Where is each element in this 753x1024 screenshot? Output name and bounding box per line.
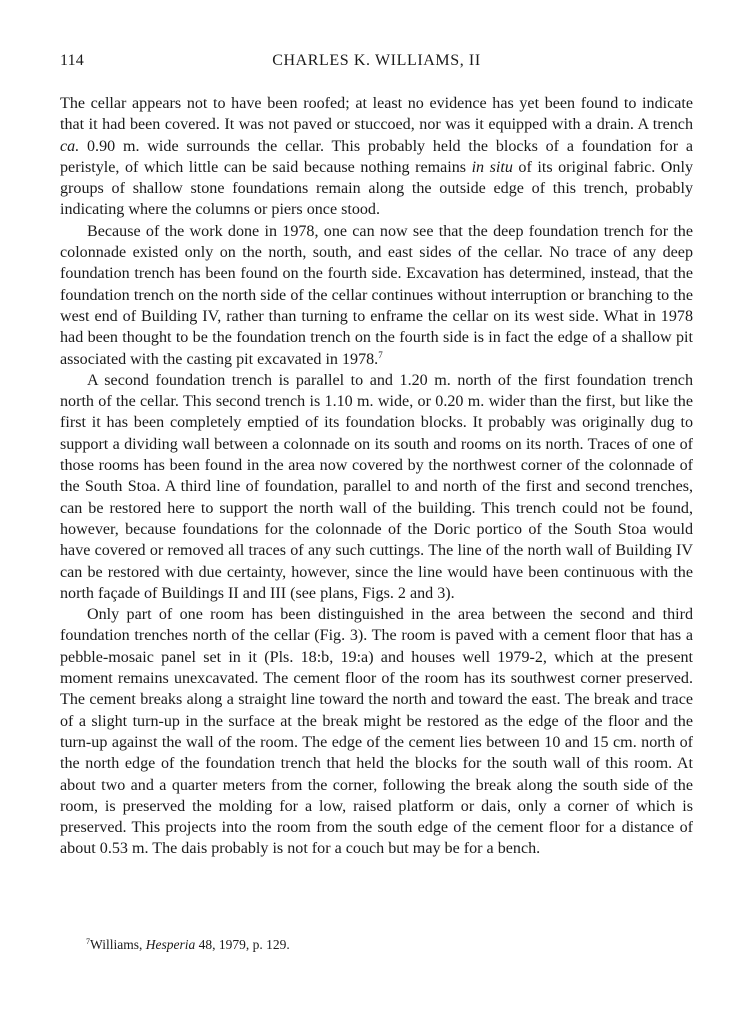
running-head: CHARLES K. WILLIAMS, II xyxy=(272,52,481,69)
text-run: Only part of one room has been distinguished in the area between the second and third foundation trenches north of the cellar (Fig. 3). The room is paved with a cement floor that has a pebble-mosaic panel set in it (Pls. 18:b, 19:a) and houses well 1979-2, which at the present moment remains unexcavated. The cement floor of the room has its southwest corner preserved. The cement breaks along a straight line toward the north and toward the east. The break and trace of a slight turn-up in the surface at the break might be restored as the edge of the floor and the turn-up against the wall of the room. The edge of the cement lies between 10 and 15 cm. north of the north edge of the foundation trench that held the blocks for the south wall of this room. At about two and a quarter meters from the corner, following the break along the south side of the room, is preserved the molding for a low, raised platform or dais, only a corner of which is preserved. This projects into the room from the south edge of the cement floor for a distance of about 0.53 m. The dais probably is not for a couch but may be for a bench. xyxy=(60,606,693,858)
body-text xyxy=(60,93,693,860)
page-header xyxy=(60,52,693,72)
text-run: The cellar appears not to have been roofed; at least no evidence has yet been found to indicate that it had been covered. It was not paved or stuccoed, nor was it equipped with a drain. A trench xyxy=(60,95,693,134)
paragraph xyxy=(60,221,693,370)
paragraph xyxy=(60,370,693,604)
italic-text: ca. xyxy=(60,137,80,155)
paragraph xyxy=(60,604,693,860)
footnote-citation: 48, 1979, p. 129. xyxy=(195,937,290,952)
footnote-reference: 7 xyxy=(378,349,383,360)
footnote-author: Williams, xyxy=(90,937,146,952)
text-run: Because of the work done in 1978, one can now see that the deep foundation trench for the colonnade existed only on the north, south, and east sides of the cellar. No trace of any deep foundation trench has been found on the fourth side. Excavation has determined, instead, that the foundation trench on the north side of the cellar continues without interruption or branching to the west end of Building IV, rather than turning to enframe the cellar on its west side. What in 1978 had been thought to be the foundation trench on the fourth side is in fact the edge of a shallow pit associated with the casting pit excavated in 1978. xyxy=(60,222,693,368)
footnote-journal: Hesperia xyxy=(145,937,196,952)
text-run: 0.90 m. wide surrounds the cellar. This probably held the blocks of a foundation for a peristyle, of which little can be said because nothing remains xyxy=(60,137,693,176)
footnote-marker: 7 xyxy=(86,937,90,946)
text-run: A second foundation trench is parallel to and 1.20 m. north of the first foundation trench north of the cellar. This second trench is 1.10 m. wide, or 0.20 m. wider than the first, but like the first it has been completely emptied of its foundation blocks. It probably was originally dug to support a dividing wall between a colonnade on its south and rooms on its north. Traces of one of those rooms has been found in the area now covered by the northwest corner of the colonnade of the South Stoa. A third line of foundation, parallel to and north of the first and second trenches, can be restored here to support the north wall of the building. This trench could not be found, however, because foundations for the colonnade of the Doric portico of the South Stoa would have covered or removed all traces of any such cuttings. The line of the north wall of Building IV can be restored with due certainty, however, since the line would have been continuous with the north façade of Buildings II and III (see plans, Figs. 2 and 3). xyxy=(60,371,693,602)
paragraph xyxy=(60,93,693,221)
footnote xyxy=(86,936,686,953)
page-number: 114 xyxy=(60,52,85,69)
italic-text: in situ xyxy=(471,158,513,176)
text-run: of its original fabric. Only groups of shallow stone foundations remain along the outside edge of this trench, probably indicating where the columns or piers once stood. xyxy=(60,158,693,219)
